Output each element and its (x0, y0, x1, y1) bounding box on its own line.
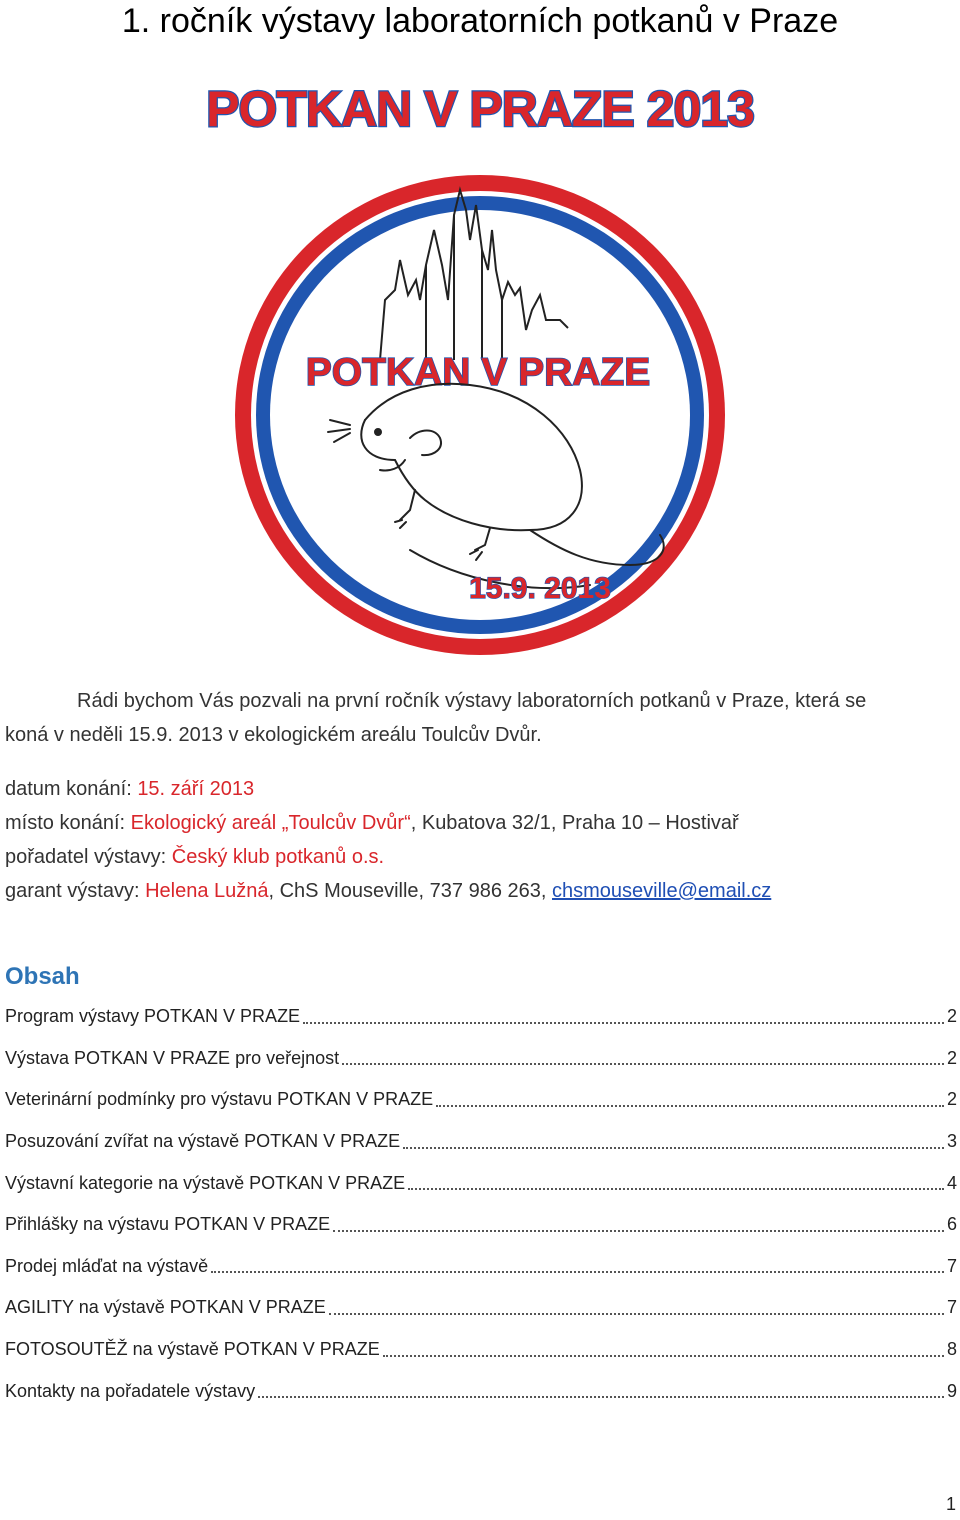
toc-entry-page: 7 (946, 1297, 957, 1318)
toc-entry-title: Program výstavy POTKAN V PRAZE (5, 1006, 301, 1027)
organizer-label: pořadatel výstavy: (5, 846, 172, 868)
toc-leader-dots (436, 1105, 944, 1107)
toc-leader-dots (329, 1313, 944, 1315)
toc-entry-page: 2 (946, 1089, 957, 1110)
table-of-contents (5, 996, 957, 1412)
toc-entry[interactable] (5, 1038, 957, 1080)
toc-entry-title: Kontakty na pořadatele výstavy (5, 1380, 256, 1401)
toc-entry[interactable] (5, 1287, 957, 1329)
toc-entry-title: FOTOSOUTĚŽ na výstavě POTKAN V PRAZE (5, 1339, 380, 1360)
event-details (5, 772, 955, 908)
toc-leader-dots (211, 1271, 944, 1273)
toc-entry[interactable] (5, 1246, 957, 1288)
organizer-row (5, 840, 955, 874)
toc-entry-page: 4 (946, 1172, 957, 1193)
guarantor-rest: , ChS Mouseville, 737 986 263, (268, 880, 553, 902)
toc-entry[interactable] (5, 996, 957, 1038)
toc-leader-dots (342, 1063, 944, 1065)
toc-entry-title: Přihlášky na výstavu POTKAN V PRAZE (5, 1214, 331, 1235)
toc-entry[interactable] (5, 1329, 957, 1371)
toc-heading: Obsah (5, 963, 80, 990)
date-row (5, 772, 955, 806)
toc-entry-page: 9 (946, 1380, 957, 1401)
email-link[interactable]: chsmouseville@email.cz (552, 880, 772, 902)
toc-entry-page: 2 (946, 1047, 957, 1068)
page-title: 1. ročník výstavy laboratorních potkanů v Praze (121, 2, 839, 40)
date-label: datum konání: (5, 778, 138, 800)
logo-title: POTKAN V PRAZE (305, 351, 651, 394)
toc-entry-page: 2 (946, 1006, 957, 1027)
toc-entry-page: 7 (946, 1255, 957, 1276)
guarantor-label: garant výstavy: (5, 880, 146, 902)
show-logo (230, 170, 730, 660)
intro-line-2: koná v neděli 15.9. 2013 v ekologickém areálu Toulcův Dvůr. (5, 724, 542, 746)
toc-leader-dots (408, 1188, 944, 1190)
toc-entry-title: Veterinární podmínky pro výstavu POTKAN V PRAZE (5, 1089, 434, 1110)
toc-entry-page: 6 (946, 1214, 957, 1235)
toc-entry[interactable] (5, 1162, 957, 1204)
toc-entry[interactable] (5, 1121, 957, 1163)
toc-leader-dots (383, 1355, 944, 1357)
toc-entry-title: Výstavní kategorie na výstavě POTKAN V PRAZE (5, 1172, 406, 1193)
toc-leader-dots (258, 1396, 944, 1398)
toc-entry-page: 3 (946, 1131, 957, 1152)
place-label: místo konání: (5, 812, 131, 834)
toc-entry[interactable] (5, 1079, 957, 1121)
toc-entry[interactable] (5, 1204, 957, 1246)
guarantor-row (5, 874, 955, 908)
event-banner (190, 70, 770, 150)
toc-entry-title: Posuzování zvířat na výstavě POTKAN V PRAZE (5, 1131, 401, 1152)
toc-entry[interactable] (5, 1370, 957, 1412)
toc-leader-dots (403, 1147, 944, 1149)
toc-entry-title: Prodej mláďat na výstavě (5, 1255, 209, 1276)
toc-entry-title: Výstava POTKAN V PRAZE pro veřejnost (5, 1047, 340, 1068)
toc-entry-page: 8 (946, 1339, 957, 1360)
place-value: Ekologický areál „Toulcův Dvůr“ (130, 812, 411, 834)
logo-date: 15.9. 2013 (469, 572, 611, 605)
intro-line-1: Rádi bychom Vás pozvali na první ročník výstavy laboratorních potkanů v Praze, která se (77, 690, 867, 712)
intro-paragraph (5, 684, 955, 752)
toc-entry-title: AGILITY na výstavě POTKAN V PRAZE (5, 1297, 326, 1318)
page-number: 1 (945, 1494, 956, 1514)
guarantor-value: Helena Lužná (145, 880, 269, 902)
organizer-value: Český klub potkanů o.s. (171, 846, 385, 868)
place-row (5, 806, 955, 840)
event-banner-text: POTKAN V PRAZE 2013 (206, 81, 754, 137)
date-value: 15. září 2013 (137, 778, 255, 800)
place-rest: , Kubatova 32/1, Praha 10 – Hostivař (410, 812, 739, 834)
toc-leader-dots (333, 1230, 944, 1232)
toc-leader-dots (303, 1022, 944, 1024)
